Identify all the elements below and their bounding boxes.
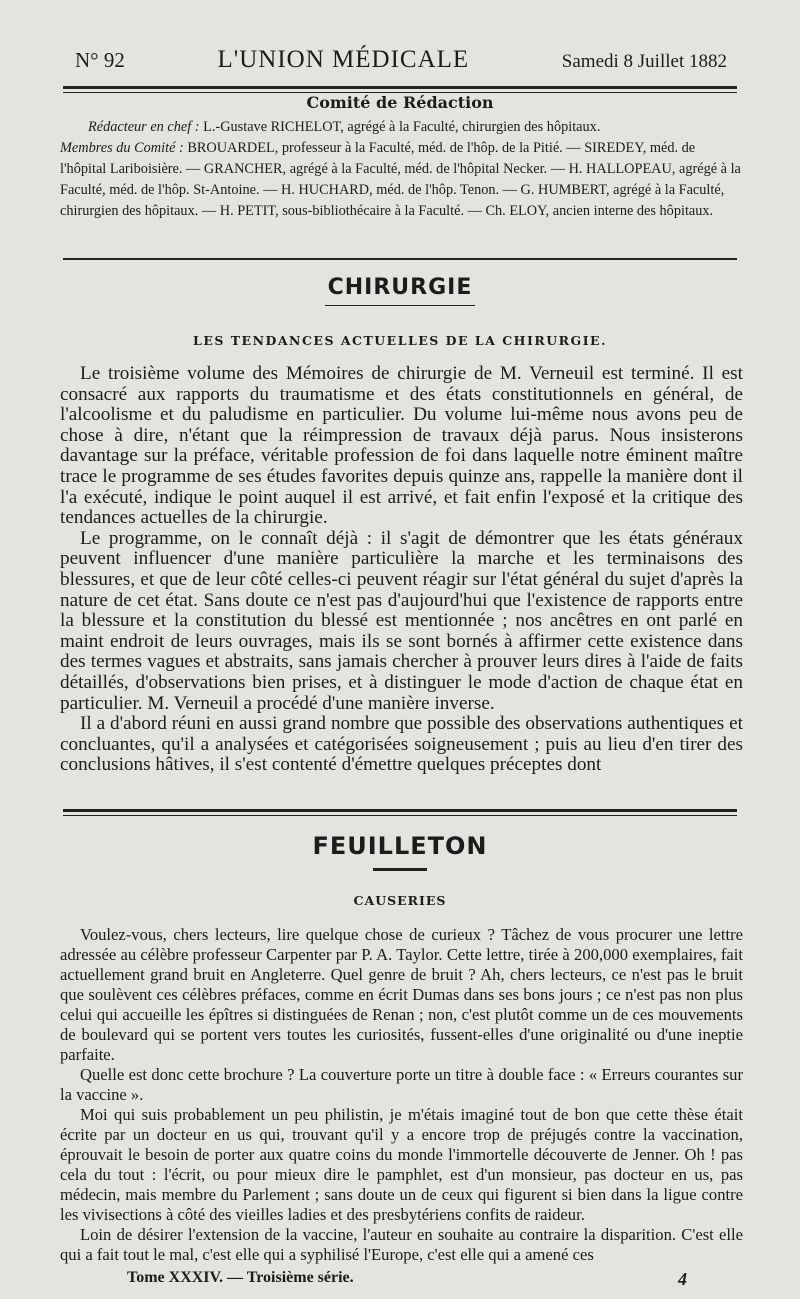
editor-text: L.-Gustave RICHELOT, agrégé à la Faculté, chirurgien des hôpitaux. <box>199 119 601 135</box>
causeries-subtitle: CAUSERIES <box>353 893 447 908</box>
editor-label: Rédacteur en chef : <box>88 119 200 135</box>
feuilleton-article <box>60 925 743 1265</box>
article-paragraph: Il a d'abord réuni en aussi grand nombre que possible des observations authentiques et concluantes, qu'il a analysées et catégorisées soigneusement ; puis au lieu d'en tirer des conclusions hâtives, il s'est contenté d'émettre quelques préceptes dont <box>60 713 743 776</box>
members-label: Membres du Comité : <box>60 140 184 156</box>
article-paragraph: Le troisième volume des Mémoires de chirurgie de M. Verneuil est terminé. Il est consacré aux rapports du traumatisme et des états constitutionnels en général, de l'alcoolisme et du paludisme en particulier. Du volume lui-même nous avons peu de chose à dire, n'étant que la réimpression de travaux déjà parus. Nous insisterons davantage sur la préface, véritable profession de foi dans laquelle notre éminent maître trace le programme de ses études favorites depuis quinze ans, rappelle la manière dont il l'a exécuté, indique le point auquel il est arrivé, et fait enfin l'exposé et la critique des tendances actuelles de la chirurgie. <box>60 363 743 529</box>
section-divider <box>63 258 737 260</box>
page-header <box>75 46 727 82</box>
feuilleton-underline <box>373 868 427 871</box>
journal-title: L'UNION MÉDICALE <box>217 46 470 73</box>
feuilleton-rule-thin <box>63 815 737 816</box>
feuilleton-paragraph: Voulez-vous, chers lecteurs, lire quelque chose de curieux ? Tâchez de vous procurer une lettre adressée au célèbre professeur Carpenter par P. A. Taylor. Cette lettre, tirée à 200,000 exemplaires, fait actuellement grand bruit en Angleterre. Quel genre de bruit ? Ah, chers lecteurs, ce n'est pas le bruit que soulèvent ces célèbres préfaces, comme en écrit Dumas dans ses bons jours ; ce n'est pas non plus celui qui accueille les épîtres si distinguées de Renan ; non, c'est plutôt comme un de ces mouvements de boulevard qui se portent vers toutes les curiosités, fussent-elles d'une originalité ou d'une ineptie parfaite. <box>60 925 743 1064</box>
feuilleton-heading: FEUILLETON <box>312 832 488 860</box>
committee-members <box>60 138 742 222</box>
feuilleton-paragraph: Loin de désirer l'extension de la vaccine, l'auteur en souhaite au contraire la disparition. C'est elle qui a fait tout le mal, c'est elle qui a syphilisé l'Europe, c'est elle qui a amené ces <box>60 1225 743 1264</box>
signature-mark: 4 <box>678 1269 687 1289</box>
volume-signature: Tome XXXIV. — Troisième série. <box>127 1269 354 1286</box>
issue-date: Samedi 8 Juillet 1882 <box>561 51 727 72</box>
chirurgie-heading: CHIRURGIE <box>327 275 473 300</box>
chirurgie-subtitle: LES TENDANCES ACTUELLES DE LA CHIRURGIE. <box>193 333 607 348</box>
feuilleton-paragraph: Quelle est donc cette brochure ? La couverture porte un titre à double face : « Erreurs courantes sur la vaccine ». <box>60 1065 743 1104</box>
chirurgie-underline <box>325 305 475 306</box>
page-footer <box>127 1269 687 1293</box>
editor-line <box>60 117 770 138</box>
issue-number: N° 92 <box>75 48 125 72</box>
members-text: BROUARDEL, professeur à la Faculté, méd. de l'hôp. de la Pitié. — SIREDEY, méd. de l'hôpital Lariboisière. — GRANCHER, agrégé à la Faculté, méd. de l'hôpital Necker. — H. HALLOPEAU, agrégé à la Faculté, méd. de l'hôp. St-Antoine. — H. HUCHARD, méd. de l'hôp. Tenon. — G. HUMBERT, agrégé à la Faculté, chirurgien des hôpitaux. — H. PETIT, sous-bibliothécaire à la Faculté. — Ch. ELOY, ancien interne des hôpitaux. <box>60 140 741 219</box>
article-paragraph: Le programme, on le connaît déjà : il s'agit de démontrer que les états généraux peuvent influencer d'une manière particulière la marche et les terminaisons des blessures, et que de leur côté celles-ci peuvent réagir sur l'état général du sujet d'après la nature de cet état. Sans doute ce n'est pas d'aujourd'hui que l'existence de rapports entre la blessure et la constitution du blessé est mentionnée ; nos ancêtres en ont parlé en maint endroit de leurs ouvrages, mais ils se sont bornés à affirmer cette existence dans des termes vagues et abstraits, sans jamais chercher à prouver leurs dires à l'aide de faits détaillés, d'observations bien prises, et à distinguer le mode d'action de chaque état en particulier. M. Verneuil a procédé d'une manière inverse. <box>60 527 743 714</box>
committee-title: Comité de Rédaction <box>306 93 494 112</box>
feuilleton-rule-thick <box>63 809 737 812</box>
feuilleton-paragraph: Moi qui suis probablement un peu philistin, je m'étais imaginé tout de bon que cette thèse était écrite par un docteur en us qui, trouvant qu'il y a encore trop de préjugés contre la vaccination, éprouvait le besoin de porter aux quatre coins du monde l'immortelle découverte de Jenner. Oh ! pas cela du tout : l'écrit, ou pour mieux dire le pamphlet, est d'un monsieur, pas docteur en us, pas médecin, mais membre du Parlement ; sans doute un de ceux qui figurent si bien dans la ligue contre les vivisections à côté des vieilles ladies et des presbytériens confits de raideur. <box>60 1105 743 1224</box>
header-rule-thick <box>63 86 737 89</box>
chirurgie-article <box>60 364 743 776</box>
